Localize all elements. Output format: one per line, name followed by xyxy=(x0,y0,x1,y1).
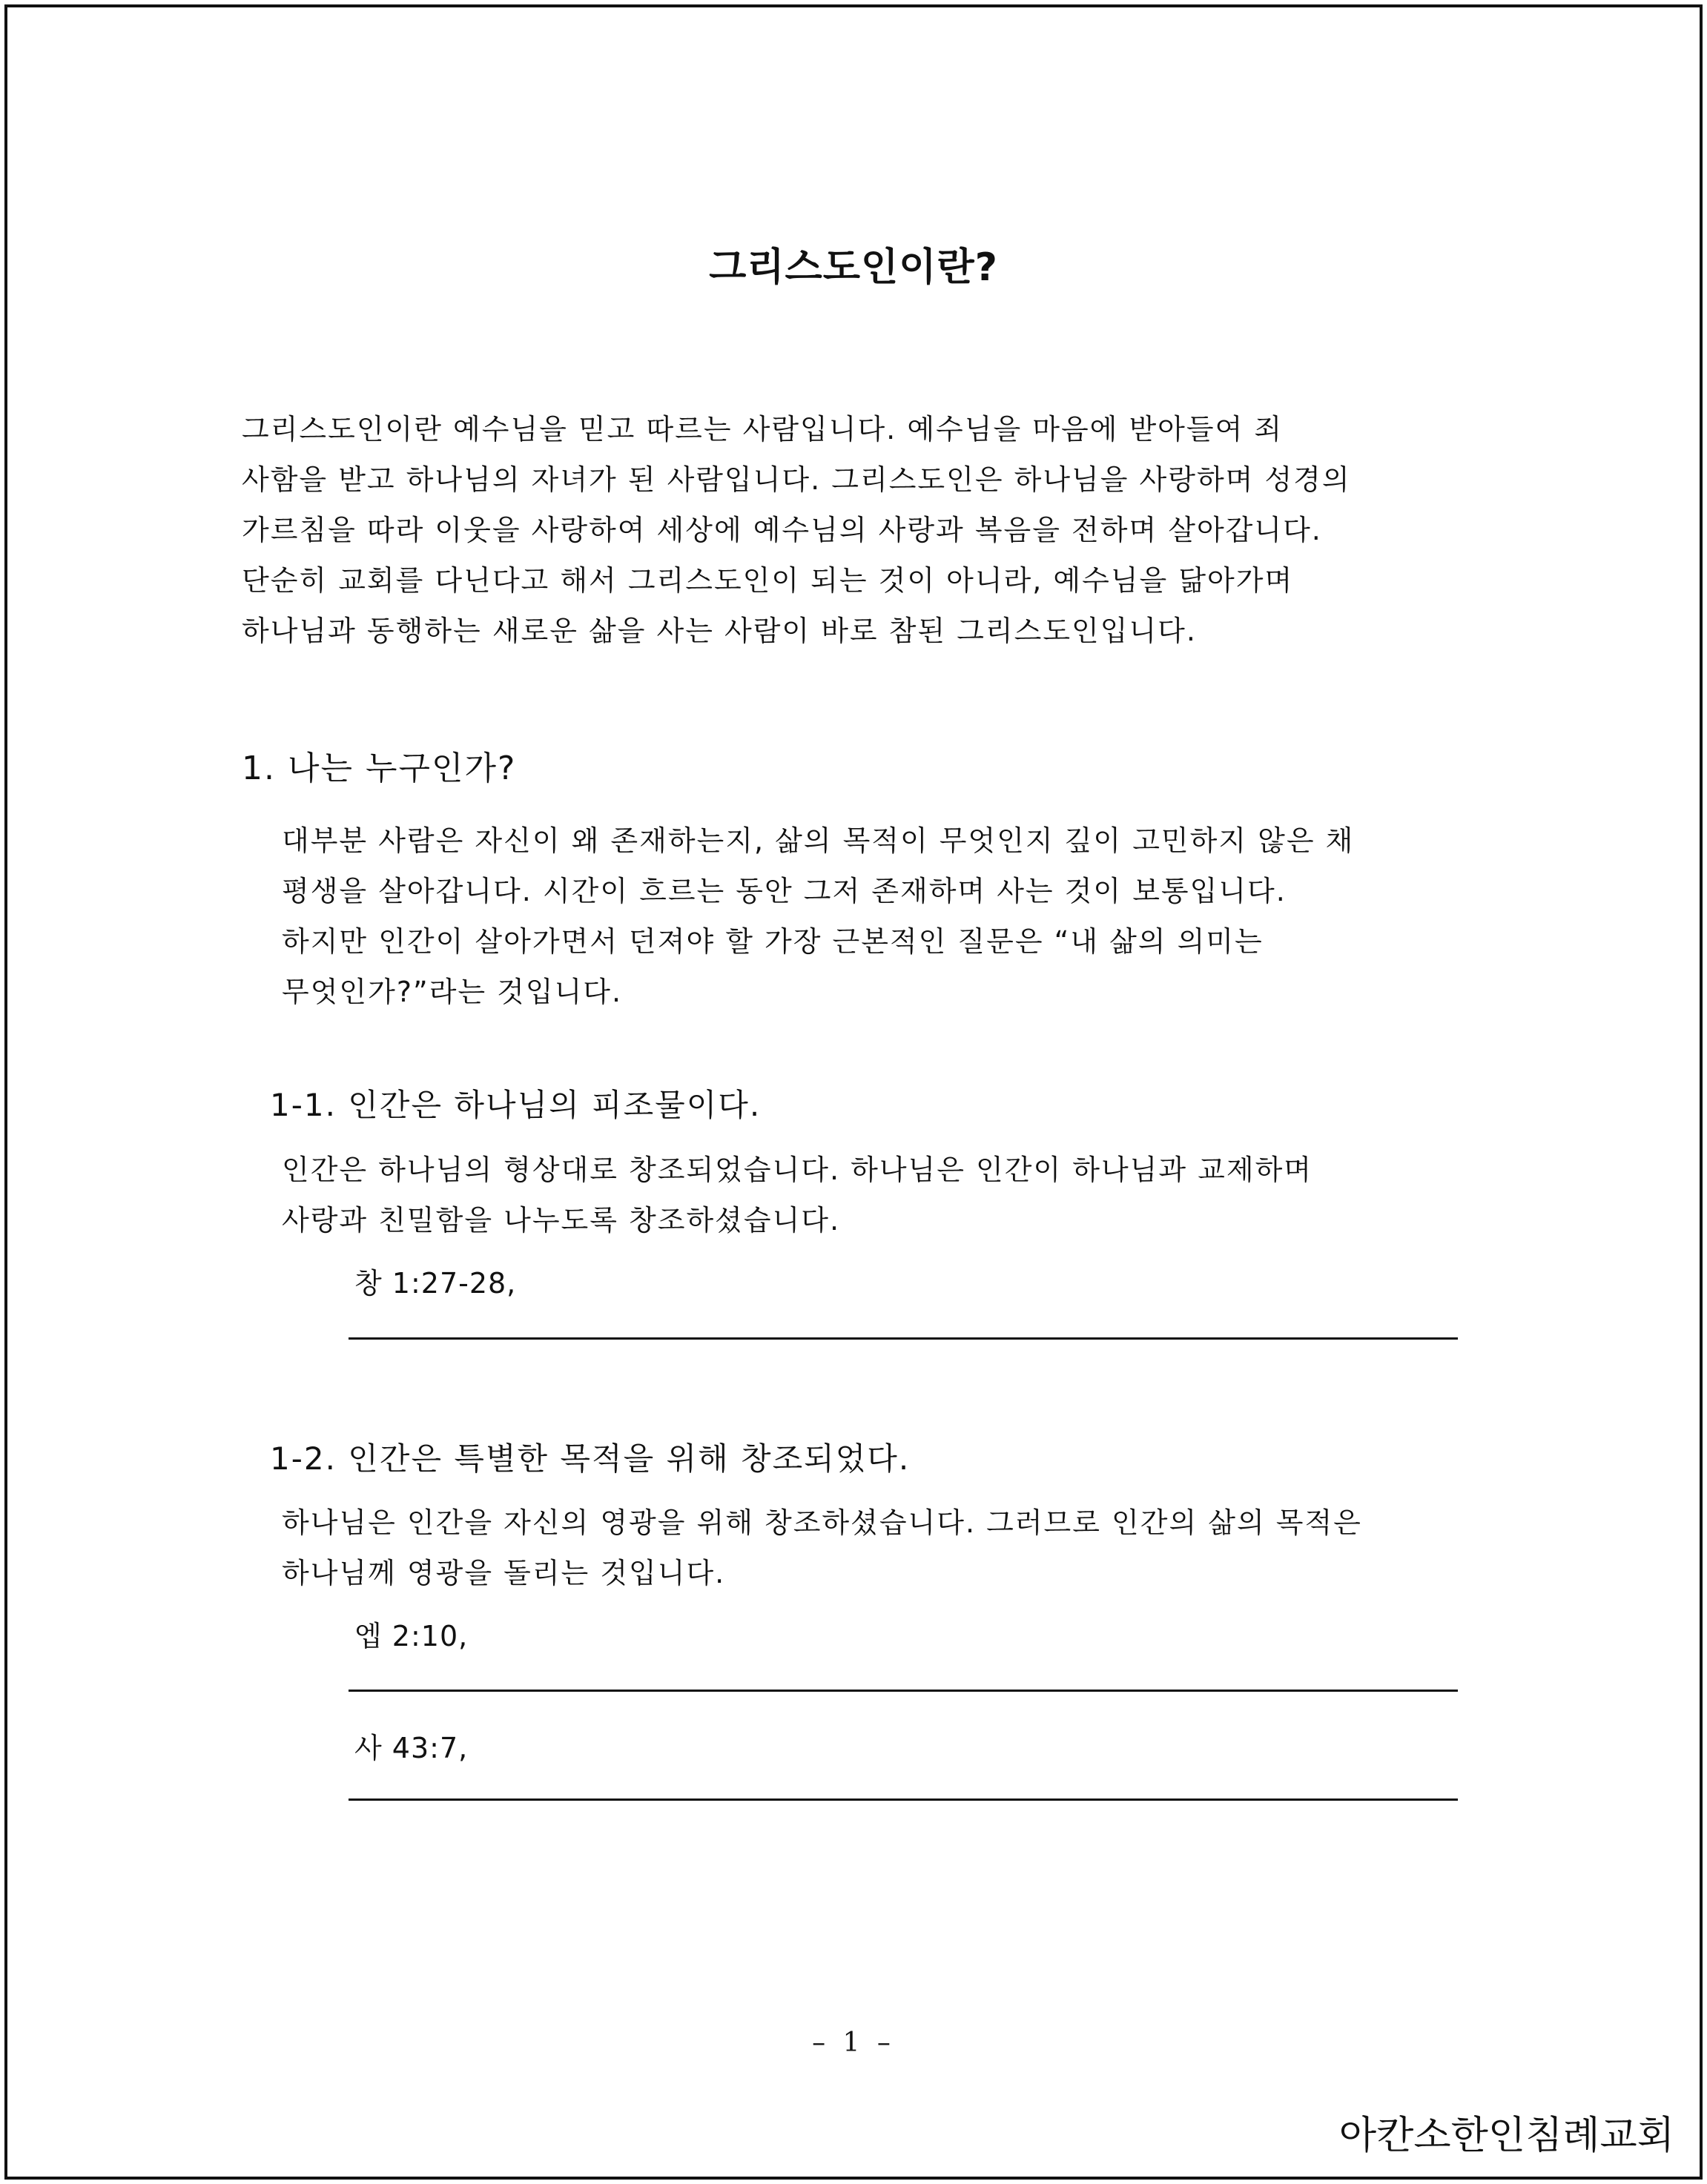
section-line: 평생을 살아갑니다. 시간이 흐르는 동안 그저 존재하며 사는 것이 보통입니다. xyxy=(282,875,1287,907)
answer-blank-line xyxy=(349,1337,1458,1340)
document-title: 그리스도인이란? xyxy=(709,245,998,290)
subsection-line: 하나님께 영광을 돌리는 것입니다. xyxy=(282,1557,726,1589)
intro-line: 하나님과 동행하는 새로운 삶을 사는 사람이 바로 참된 그리스도인입니다. xyxy=(242,615,1197,647)
section-paragraph xyxy=(282,815,1542,1017)
intro-line: 그리스도인이란 예수님을 믿고 따르는 사람입니다. 예수님을 마음에 받아들여 죄 xyxy=(242,413,1284,446)
section-heading: 1. 나는 누구인가? xyxy=(242,749,517,787)
answer-blank-line xyxy=(349,1799,1458,1801)
answer-blank-line xyxy=(349,1690,1458,1692)
subsection-line: 인간은 하나님의 형상대로 창조되었습니다. 하나님은 인간이 하나님과 교제하며 xyxy=(282,1154,1313,1186)
subsection-heading: 1-1. 인간은 하나님의 피조물이다. xyxy=(270,1087,762,1123)
verse-reference: 엡 2:10, xyxy=(354,1620,469,1652)
church-name: 아칸소한인침례교회 xyxy=(1338,2114,1674,2158)
subsection-line: 사랑과 친밀함을 나누도록 창조하셨습니다. xyxy=(282,1204,841,1237)
subsection-paragraph xyxy=(282,1145,1542,1245)
page-number: – 1 – xyxy=(812,2028,895,2058)
intro-paragraph xyxy=(242,404,1502,656)
intro-line: 단순히 교회를 다닌다고 해서 그리스도인이 되는 것이 아니라, 예수님을 닮아가며 xyxy=(242,564,1294,597)
intro-line: 사함을 받고 하나님의 자녀가 된 사람입니다. 그리스도인은 하나님을 사랑하며 성경의 xyxy=(242,463,1351,496)
section-line: 하지만 인간이 살아가면서 던져야 할 가장 근본적인 질문은 “내 삶의 의미는 xyxy=(282,925,1264,958)
section-line: 대부분 사람은 자신이 왜 존재하는지, 삶의 목적이 무엇인지 깊이 고민하지 않은 채 xyxy=(282,824,1355,857)
subsection-line: 하나님은 인간을 자신의 영광을 위해 창조하셨습니다. 그러므로 인간의 삶의 목적은 xyxy=(282,1506,1362,1539)
subsection-heading: 1-2. 인간은 특별한 목적을 위해 창조되었다. xyxy=(270,1440,911,1477)
section-line: 무엇인가?”라는 것입니다. xyxy=(282,976,623,1008)
verse-reference: 창 1:27-28, xyxy=(354,1267,517,1300)
intro-line: 가르침을 따라 이웃을 사랑하여 세상에 예수님의 사랑과 복음을 전하며 살아갑니다. xyxy=(242,514,1322,546)
subsection-paragraph xyxy=(282,1498,1542,1598)
verse-reference: 사 43:7, xyxy=(354,1732,469,1764)
